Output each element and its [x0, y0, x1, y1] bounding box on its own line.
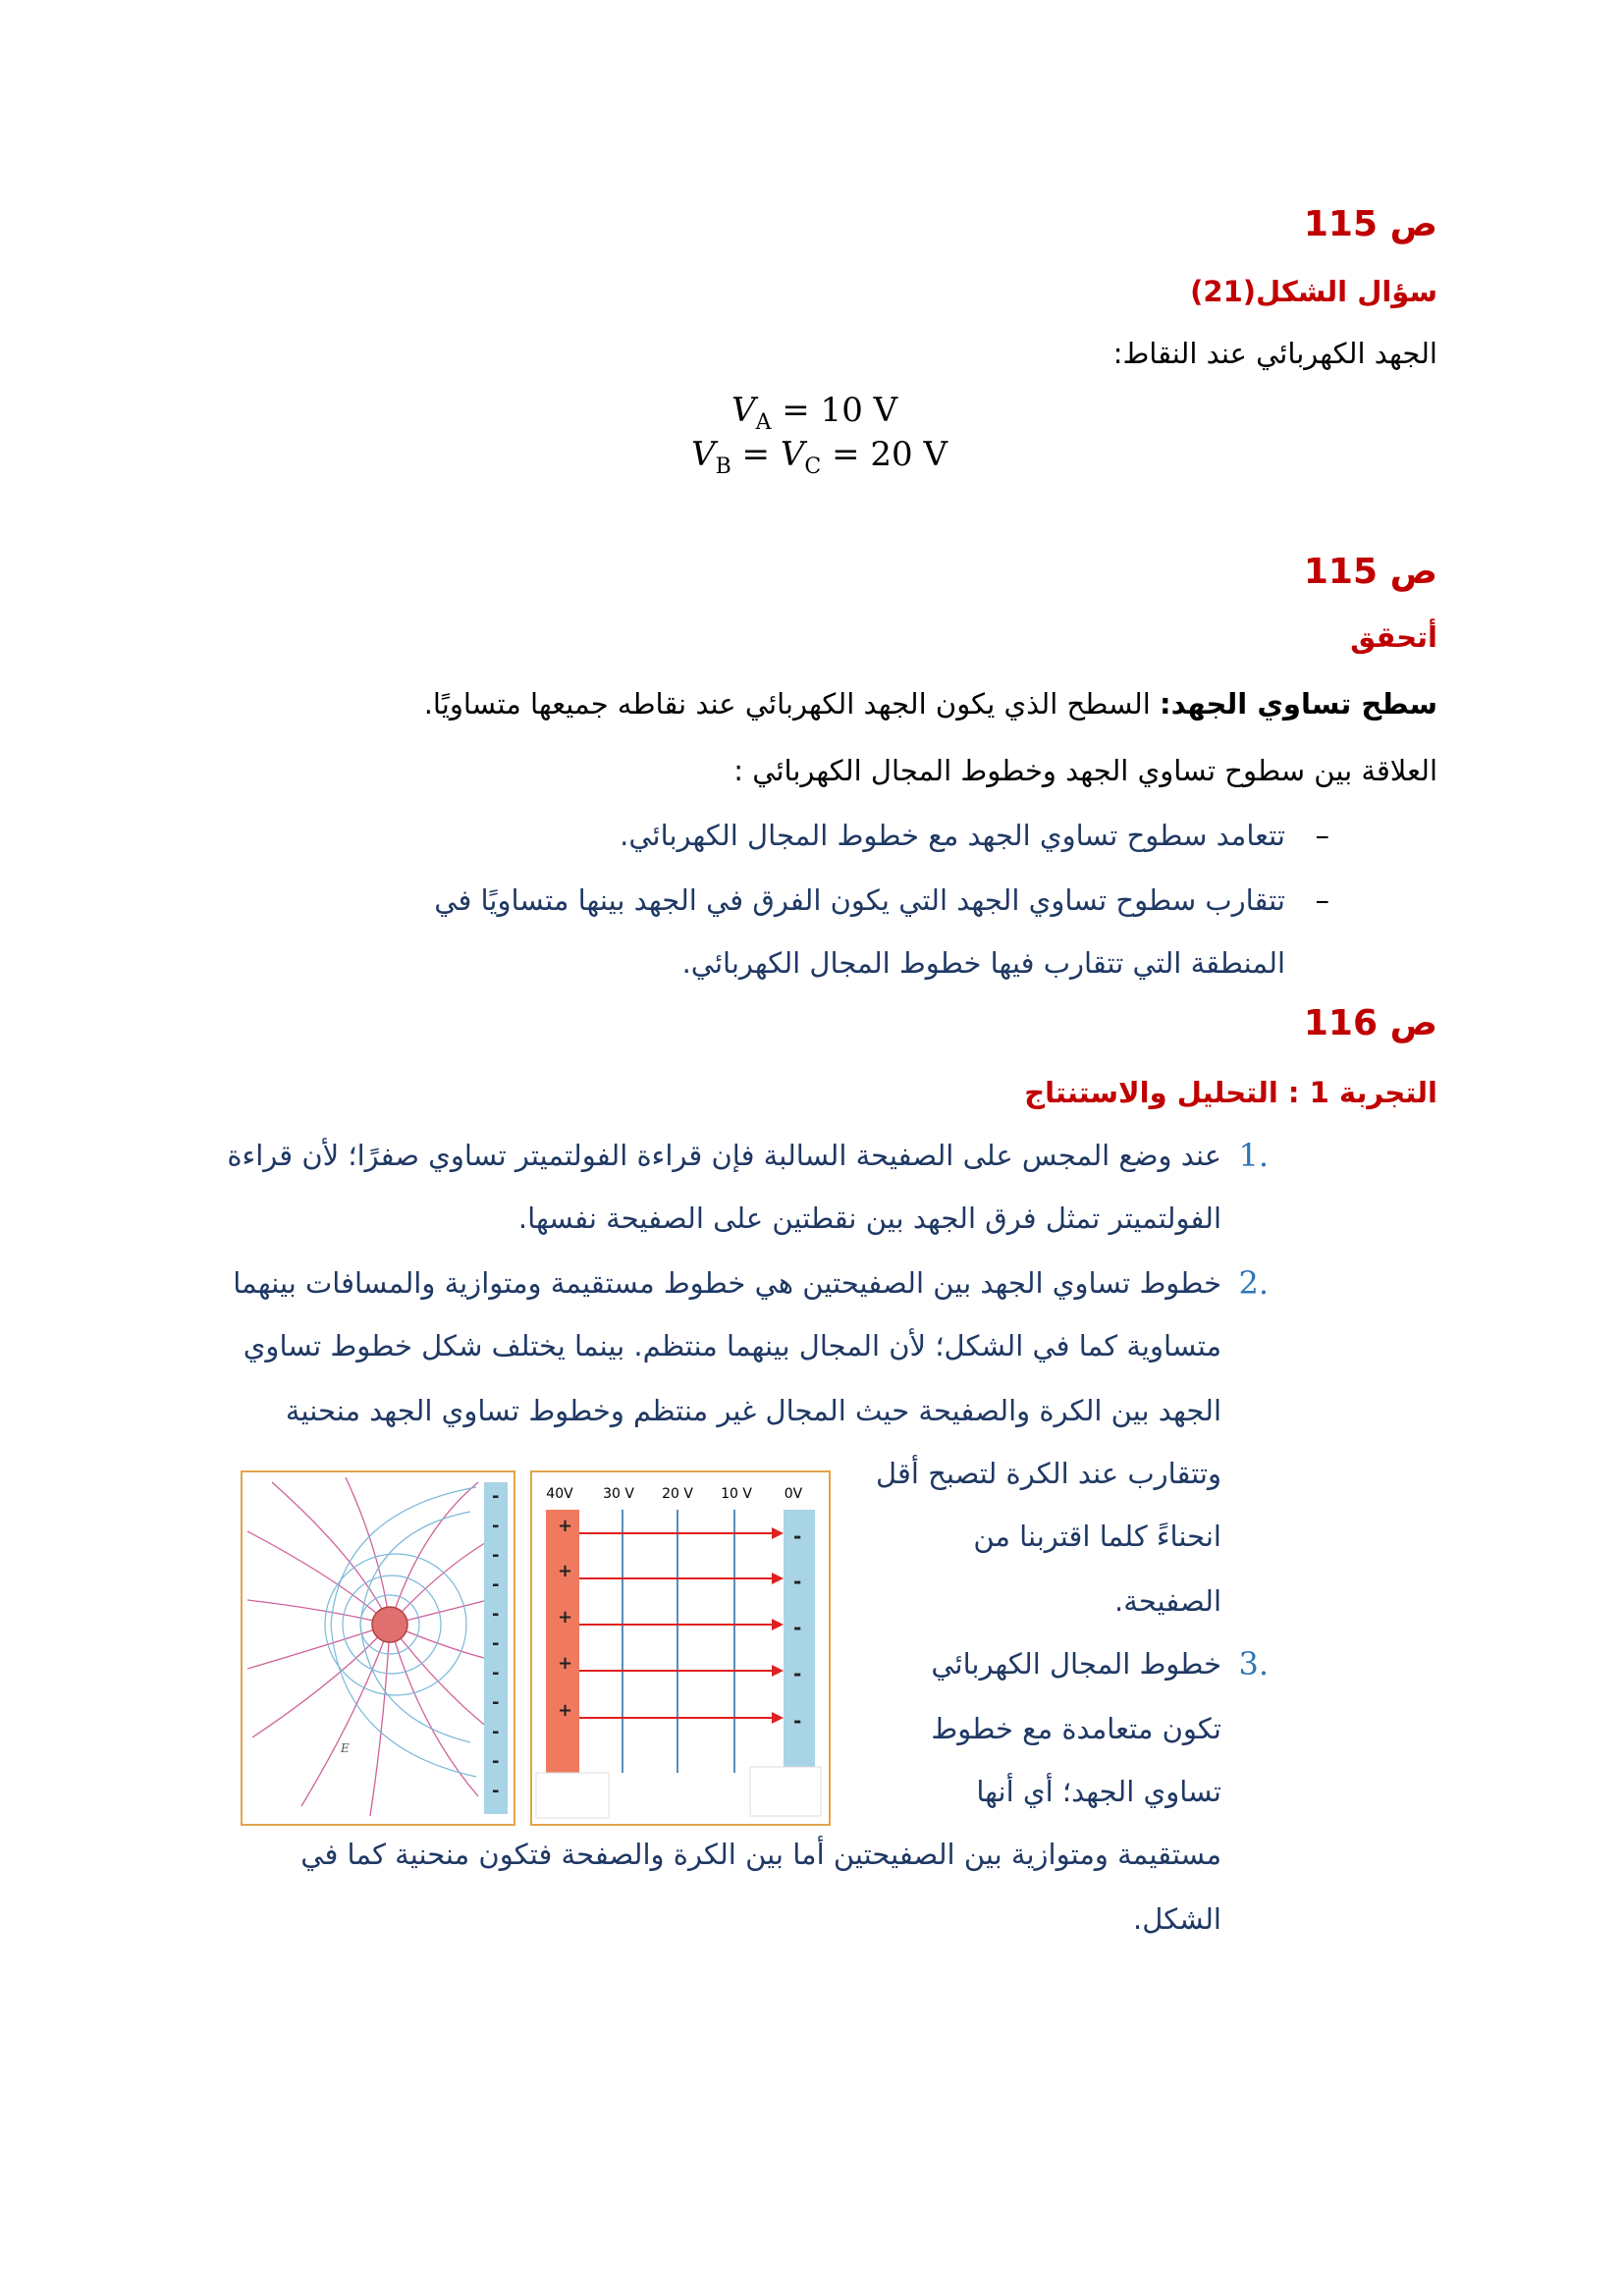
figure-sphere-plate [241, 1470, 515, 1826]
item-2-line-6: الصفيحة. [1114, 1584, 1221, 1618]
item-3-line-5: الشكل. [1133, 1902, 1221, 1936]
page-ref-115-a: ص 115 [1303, 204, 1437, 244]
item-3-line-1: خطوط المجال الكهربائي [931, 1647, 1221, 1681]
field-lines-curved [247, 1477, 488, 1816]
figure-blank-box-right [750, 1767, 821, 1816]
item-2-line-3: الجهد بين الكرة والصفيحة حيث المجال غير منتظم وخطوط تساوي الجهد منحنية [285, 1394, 1221, 1427]
minus-sign: - [793, 1570, 802, 1593]
bullet-2-line-2: المنطقة التي تتقارب فيها خطوط المجال الكهربائي. [681, 946, 1285, 980]
bullet-dash-1: – [1315, 819, 1329, 852]
item-1-line-2: الفولتميتر تمثل فرق الجهد بين نقطتين على الصفيحة نفسها. [517, 1201, 1221, 1235]
plate-minus-sign: - [492, 1663, 500, 1683]
voltage-label: 10 V [721, 1486, 752, 1502]
plate-minus-sign: - [492, 1604, 500, 1625]
voltage-label: 0V [784, 1486, 803, 1502]
plus-sign: + [558, 1700, 573, 1721]
plate-minus-sign: - [492, 1486, 500, 1507]
plus-sign: + [558, 1516, 573, 1536]
bullet-1: تتعامد سطوح تساوي الجهد مع خطوط المجال الكهربائي. [620, 819, 1285, 852]
voltage-labels [546, 1486, 802, 1502]
question-heading: سؤال الشكل(21) [1190, 275, 1437, 308]
item-2-line-4: وتتقارب عند الكرة لتصبح أقل [876, 1457, 1221, 1490]
equipotential-definition: سطح تساوي الجهد: السطح الذي يكون الجهد الكهربائي عند نقاطه جميعها متساويًا. [423, 687, 1437, 721]
equation-va: $V_A = 10$ V [731, 391, 898, 435]
item-2-line-1: خطوط تساوي الجهد بين الصفيحتين هي خطوط مستقيمة ومتوازية والمسافات بينهما [233, 1266, 1221, 1300]
charged-sphere [372, 1607, 407, 1642]
verify-heading: أتحقق [1350, 620, 1437, 654]
field-label: E [341, 1741, 350, 1755]
plus-sign: + [558, 1607, 573, 1628]
equation-vb-vc: $V_B = V_C = 20$ V [691, 435, 947, 479]
plate-minus-sign: - [492, 1633, 500, 1654]
field-arrow [579, 1712, 784, 1724]
figure-parallel-plates [530, 1470, 831, 1826]
plate-minus-signs [492, 1486, 499, 1801]
relation-statement: العلاقة بين سطوح تساوي الجهد وخطوط المجال الكهربائي : [733, 754, 1437, 787]
item-2-line-5: انحناءً كلما اقتربنا من [973, 1520, 1221, 1553]
item-3-line-3: تساوي الجهد؛ أي أنها [976, 1775, 1221, 1808]
field-arrow [579, 1619, 784, 1630]
equipotential-lines [623, 1510, 734, 1773]
plate-minus-sign: - [492, 1722, 500, 1742]
item-3-line-2: تكون متعامدة مع خطوط [931, 1712, 1221, 1745]
minus-sign: - [793, 1709, 802, 1733]
plate-minus-sign: - [492, 1692, 500, 1713]
minus-sign: - [793, 1662, 802, 1685]
minus-sign: - [793, 1524, 802, 1548]
item-2-line-2: متساوية كما في الشكل؛ لأن المجال بينهما منتظم. بينما يختلف شكل خطوط تساوي [243, 1329, 1221, 1362]
plate-minus-sign: - [492, 1751, 500, 1772]
field-arrow [579, 1573, 784, 1584]
experiment-heading: التجربة 1 : التحليل والاستنتاج [1024, 1076, 1437, 1109]
item-3-line-4: مستقيمة ومتوازية بين الصفيحتين أما بين الكرة والصفحة فتكون منحنية كما في [300, 1838, 1221, 1871]
positive-plate [546, 1510, 579, 1773]
plus-sign: + [558, 1561, 573, 1581]
page-ref-116: ص 116 [1303, 1003, 1437, 1043]
bullet-2-line-1: تتقارب سطوح تساوي الجهد التي يكون الفرق في الجهد بينها متساويًا في [434, 883, 1285, 917]
field-arrow [579, 1665, 784, 1677]
bullet-dash-2: – [1315, 883, 1329, 917]
plate-minus-sign: - [492, 1545, 500, 1566]
field-arrow [579, 1527, 784, 1539]
item-number-2: 2. [1238, 1264, 1269, 1302]
page-ref-115-b: ص 115 [1303, 552, 1437, 592]
figure-blank-box-left [536, 1773, 609, 1818]
plate-minus-sign: - [492, 1575, 500, 1595]
plate-minus-sign: - [492, 1516, 500, 1536]
field-arrows [579, 1527, 784, 1724]
potential-intro: الجهد الكهربائي عند النقاط: [1112, 337, 1437, 370]
voltage-label: 20 V [662, 1486, 693, 1502]
minus-sign: - [793, 1616, 802, 1639]
plus-sign: + [558, 1653, 573, 1674]
plate-minus-sign: - [492, 1781, 500, 1801]
item-number-3: 3. [1238, 1645, 1269, 1682]
item-number-1: 1. [1238, 1137, 1269, 1174]
voltage-label: 40V [546, 1486, 573, 1502]
negative-plate [784, 1510, 815, 1804]
voltage-label: 30 V [603, 1486, 634, 1502]
item-1-line-1: عند وضع المجس على الصفيحة السالبة فإن قراءة الفولتميتر تساوي صفرًا؛ لأن قراءة [227, 1139, 1221, 1172]
